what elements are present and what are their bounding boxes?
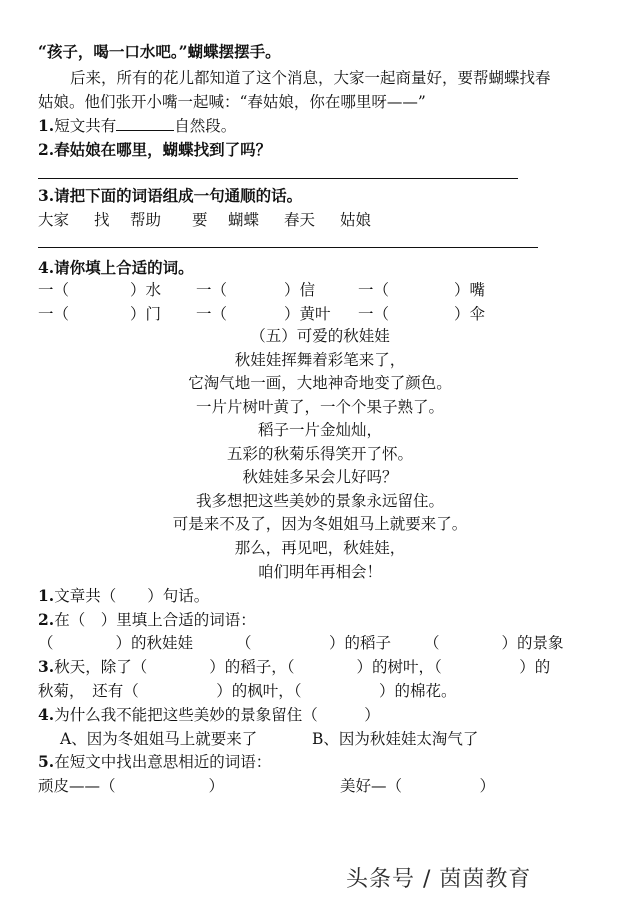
word: 帮助 — [130, 211, 162, 229]
q4-3: 3.请把下面的词语组成一句通顺的话。 — [38, 186, 303, 205]
word: 找 — [94, 211, 110, 229]
word: 蝴蝶 — [228, 211, 260, 229]
fill-open: 一（ — [358, 305, 390, 323]
q5-2: 2.在（ ）里填上合适的词语： — [38, 610, 256, 629]
poem-line: 可是来不及了，因为冬姐姐马上就要来了。 — [172, 515, 468, 533]
q4-2: 2.春姑娘在哪里，蝴蝶找到了吗？ — [38, 140, 272, 159]
watermark: 头条号 / 茵茵教育 — [346, 867, 532, 892]
poem-line: 秋娃娃多呆会儿好吗？ — [242, 468, 398, 486]
option-b[interactable]: B、因为秋娃娃太淘气了 — [312, 730, 479, 748]
option-a[interactable]: A、因为冬姐姐马上就要来了 — [60, 730, 258, 748]
fill-close: ）嘴 — [454, 281, 486, 299]
q5-2-item: （ ）的秋娃娃 — [38, 634, 194, 652]
poem-line: 我多想把这些美妙的景象永远留住。 — [195, 492, 444, 510]
q5-5-b: 美好—（ ） — [340, 777, 496, 795]
q5-5: 5.在短文中找出意思相近的词语： — [38, 752, 272, 771]
q5-2-item: （ ）的景象 — [424, 634, 564, 652]
poem-line: 它淘气地一画，大地神奇地变了颜色。 — [188, 374, 452, 392]
story-line-3: 姑娘。他们张开小嘴一起喊：“春姑娘，你在哪里呀——” — [38, 93, 426, 111]
fill-open: 一（ — [38, 305, 70, 323]
fill-open: 一（ — [38, 281, 70, 299]
poem-line: 五彩的秋菊乐得笑开了怀。 — [226, 445, 413, 463]
story-line-1: “孩子，喝一口水吧。”蝴蝶摆摆手。 — [38, 42, 281, 61]
q5-2-item: （ ）的稻子 — [236, 634, 392, 652]
fill-close: ）水 — [130, 281, 162, 299]
q4-4: 4.请你填上合适的词。 — [38, 258, 194, 277]
answer-line[interactable] — [38, 178, 518, 179]
answer-blank[interactable] — [116, 116, 174, 131]
fill-close: ）门 — [130, 305, 162, 323]
word: 要 — [192, 211, 208, 229]
q5-3-cont: 秋菊， 还有（ ）的枫叶，（ ）的棉花。 — [38, 682, 457, 700]
fill-open: 一（ — [358, 281, 390, 299]
fill-close: ）信 — [284, 281, 316, 299]
fill-close: ）黄叶 — [284, 305, 331, 323]
poem-line: 稻子一片金灿灿， — [257, 421, 382, 439]
word: 春天 — [284, 211, 316, 229]
q5-5-a: 顽皮——（ ） — [38, 777, 225, 795]
word: 大家 — [38, 211, 70, 229]
q5-1: 1.文章共（ ）句话。 — [38, 586, 210, 605]
answer-line[interactable] — [38, 247, 538, 248]
fill-close: ）伞 — [454, 305, 486, 323]
q5-3: 3.秋天，除了（ ）的稻子，（ ）的树叶，（ ）的 — [38, 657, 551, 676]
fill-open: 一（ — [196, 281, 228, 299]
poem-line: 秋娃娃挥舞着彩笔来了， — [234, 351, 406, 369]
q5-4: 4.为什么我不能把这些美妙的景象留住（ ） — [38, 705, 380, 724]
word: 姑娘 — [340, 211, 372, 229]
q4-1: 1.短文共有 自然段。 — [38, 116, 237, 135]
poem-line: 咱们明年再相会！ — [257, 563, 382, 581]
poem-line: 那么，再见吧，秋娃娃， — [234, 539, 406, 557]
poem-title: （五）可爱的秋娃娃 — [250, 327, 390, 345]
story-line-2: 后来，所有的花儿都知道了这个消息，大家一起商量好，要帮蝴蝶找春 — [70, 69, 551, 87]
fill-open: 一（ — [196, 305, 228, 323]
poem-line: 一片片树叶黄了，一个个果子熟了。 — [195, 398, 444, 416]
